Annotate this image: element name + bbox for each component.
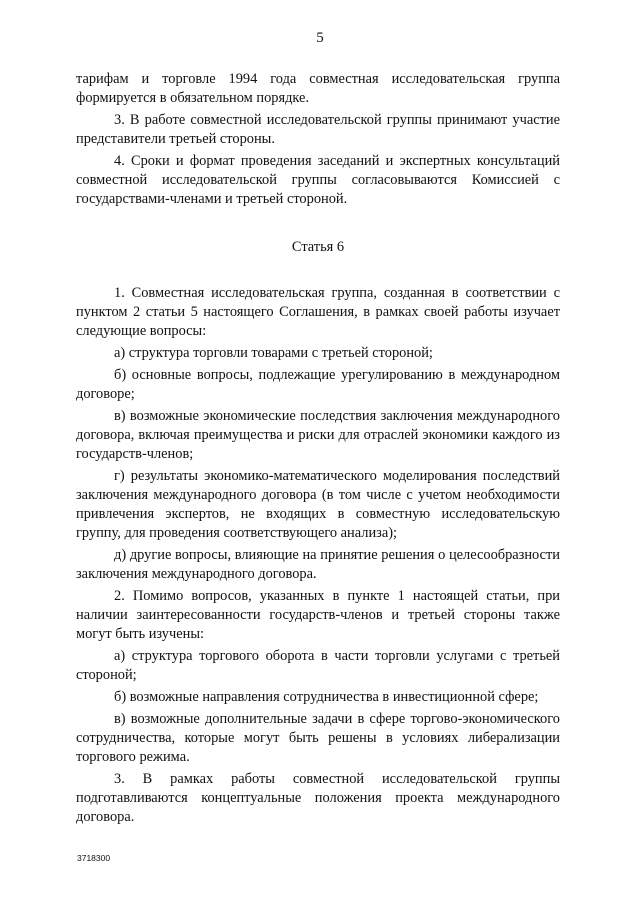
article-paragraph: 2. Помимо вопросов, указанных в пункте 1 настоящей статьи, при наличии заинтересованности государств-членов и третьей стороны также могут быть изучены:	[76, 588, 560, 642]
article-paragraph: г) результаты экономико-математического моделирования последствий заключения международного договора (в том числе с учетом необходимости привлечения экспертов, не входящих в совместную исследовательскую группу, для проведения соответствующего анализа);	[76, 468, 560, 541]
article-paragraph: а) структура торгового оборота в части торговли услугами с третьей стороной;	[76, 648, 560, 683]
paragraph-continuation: тарифам и торговле 1994 года совместная исследовательская группа формируется в обязательном порядке.	[76, 71, 560, 106]
paragraph-item-4: 4. Сроки и формат проведения заседаний и экспертных консультаций совместной исследовательской группы согласовываются Комиссией с государствами-членами и третьей стороной.	[76, 153, 560, 207]
page-number: 5	[316, 30, 324, 46]
article-paragraph: 1. Совместная исследовательская группа, созданная в соответствии с пунктом 2 статьи 5 настоящего Соглашения, в рамках своей работы изучает следующие вопросы:	[76, 285, 560, 339]
paragraph-item-3: 3. В работе совместной исследовательской группы принимают участие представители третьей стороны.	[76, 112, 560, 147]
article-paragraph: а) структура торговли товарами с третьей стороной;	[114, 345, 433, 361]
article-paragraph: б) возможные направления сотрудничества в инвестиционной сфере;	[114, 689, 539, 705]
article-paragraph: в) возможные дополнительные задачи в сфере торгово-экономического сотрудничества, которые могут быть решены в условиях либерализации торгового режима.	[76, 711, 560, 765]
article-paragraph: 3. В рамках работы совместной исследовательской группы подготавливаются концептуальные положения проекта международного договора.	[76, 771, 560, 825]
article-heading: Статья 6	[291, 239, 345, 255]
article-paragraph: д) другие вопросы, влияющие на принятие решения о целесообразности заключения международного договора.	[76, 547, 560, 582]
article-paragraph: в) возможные экономические последствия заключения международного договора, включая преимущества и риски для отраслей экономики каждого из государств-членов;	[76, 408, 560, 462]
document-body	[76, 70, 560, 830]
document-code: 3718300	[77, 853, 111, 863]
article-paragraph: б) основные вопросы, подлежащие урегулированию в международном договоре;	[76, 367, 560, 402]
